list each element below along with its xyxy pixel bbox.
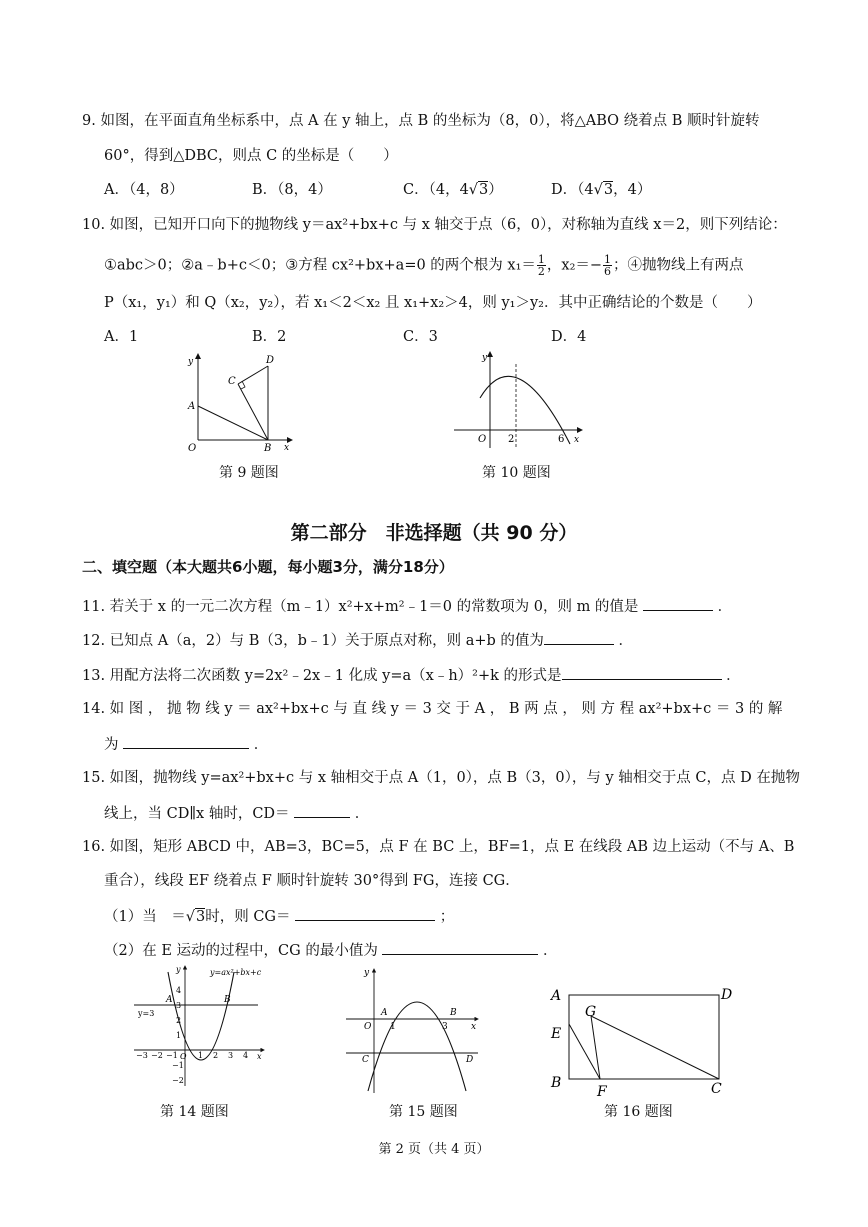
fig14-ytick-2: 2: [176, 1016, 182, 1025]
fig9-caption: 第 9 题图: [219, 465, 279, 481]
q9-option-a: A．（4，8）: [104, 182, 184, 198]
q16-sub1-answer-blank[interactable]: [295, 906, 435, 921]
fig9-o-label: O: [188, 443, 197, 454]
fig14-ytick-m2: −2: [172, 1076, 184, 1085]
fig15-tick-1: 1: [390, 1022, 396, 1032]
fig10-y-label: y: [482, 353, 488, 363]
q9-option-d: D．（4√3，4）: [551, 182, 652, 198]
fig14-xtick-m2: −2: [151, 1051, 163, 1060]
fig14-a-label: A: [166, 995, 173, 1005]
fig14-b-label: B: [224, 995, 231, 1005]
fig15-tick-3: 3: [442, 1022, 448, 1032]
fig16-g-label: G: [585, 1004, 597, 1020]
q9-line2: 60°，得到△DBC，则点 C 的坐标是（ ）: [104, 148, 398, 164]
q9-option-b: B．（8，4）: [252, 182, 332, 198]
q13-answer-blank[interactable]: [562, 665, 722, 680]
fig16-a-label: A: [551, 988, 562, 1004]
fig14-equation-label: y=ax²+bx+c: [210, 968, 262, 977]
fig10-x-label: x: [574, 435, 580, 445]
section2-title: 二、填空题（本大题共6小题，每小题3分，满分18分）: [82, 558, 454, 576]
fig14-ytick-4: 4: [176, 986, 182, 995]
fig15-b-label: B: [450, 1008, 457, 1018]
q11-answer-blank[interactable]: [643, 596, 713, 611]
fig9-x-label: x: [284, 443, 290, 453]
fig14-x-label: x: [257, 1052, 262, 1061]
q10-option-c: C．3: [403, 329, 438, 345]
fig15-y-label: y: [364, 968, 370, 978]
q10-line3: P（x₁，y₁）和 Q（x₂，y₂），若 x₁＜2＜x₂ 且 x₁+x₂＞4，则 y₁＞y₂．其中正确结论的个数是（ ）: [104, 295, 762, 311]
q10-option-d: D．4: [551, 329, 587, 345]
fig14-caption: 第 14 题图: [160, 1104, 229, 1120]
fig14-xtick-4: 4: [243, 1051, 249, 1060]
fig9-a-label: A: [188, 401, 196, 412]
fig10-tick-6: 6: [558, 434, 565, 445]
q12-line: 12. 已知点 A（a，2）与 B（3，b﹣1）关于原点对称，则 a+b 的值为 ．: [82, 630, 633, 651]
page-footer: 第 2 页（共 4 页）: [378, 1142, 490, 1157]
fig15-caption: 第 15 题图: [389, 1104, 458, 1120]
fig16-e-label: E: [551, 1026, 562, 1042]
fig14-y-label: y: [176, 965, 181, 974]
q10-line2: ①abc＞0；②a﹣b+c＜0；③方程 cx²+bx+a=0 的两个根为 x₁＝ $\frac{1}{2}$ ，x₂＝− $\frac{1}{6}$ ；④抛物线上有两点: [104, 253, 744, 278]
figure-9: [180, 350, 300, 456]
figure-14: [130, 962, 270, 1092]
fig10-tick-2: 2: [508, 434, 515, 445]
fig9-d-label: D: [266, 355, 275, 366]
fig15-a-label: A: [381, 1008, 388, 1018]
fig15-x-label: x: [471, 1022, 477, 1032]
fig16-c-label: C: [711, 1081, 722, 1097]
fig14-xtick-m1: −1: [166, 1051, 178, 1060]
q15-line2: 线上，当 CD∥x 轴时，CD＝ ．: [104, 803, 369, 824]
fig9-y-label: y: [188, 357, 194, 367]
q16-line2: 重合），线段 EF 绕着点 F 顺时针旋转 30°得到 FG，连接 CG．: [104, 873, 520, 889]
q13-line: 13. 用配方法将二次函数 y=2x²﹣2x﹣1 化成 y=a（x﹣h）²+k 的形式是 ．: [82, 665, 741, 686]
fig15-d-label: D: [466, 1055, 474, 1065]
fig16-f-label: F: [597, 1084, 607, 1100]
q15-answer-blank[interactable]: [294, 803, 350, 818]
fig14-o-label: O: [180, 1052, 187, 1061]
fig16-b-label: B: [551, 1075, 562, 1091]
fig14-ytick-m1: −1: [172, 1061, 184, 1070]
q10-option-b: B．2: [252, 329, 287, 345]
fig10-o-label: O: [478, 434, 487, 445]
q9-line1: 9. 如图，在平面直角坐标系中，点 A 在 y 轴上，点 B 的坐标为（8，0），将△ABO 绕着点 B 顺时针旋转: [82, 113, 760, 129]
q11-line: 11. 若关于 x 的一元二次方程（m﹣1）x²+x+m²﹣1＝0 的常数项为 0，则 m 的值是 ．: [82, 596, 732, 617]
fig15-o-label: O: [364, 1022, 372, 1032]
q16-sub2-answer-blank[interactable]: [382, 940, 538, 955]
figure-10: [450, 348, 590, 454]
q14-answer-blank[interactable]: [123, 734, 249, 749]
q10-line1: 10. 如图，已知开口向下的抛物线 y＝ax²+bx+c 与 x 轴交于点（6，0），对称轴为直线 x＝2，则下列结论：: [82, 217, 787, 233]
fig16-d-label: D: [721, 987, 733, 1003]
q10-option-a: A．1: [104, 329, 139, 345]
fig15-c-label: C: [362, 1055, 369, 1065]
fig9-b-label: B: [264, 443, 272, 454]
fig14-ytick-1: 1: [176, 1031, 182, 1040]
part2-title: 第二部分 非选择题（共 90 分）: [290, 522, 578, 544]
q14-line2: 为 ．: [104, 734, 268, 755]
q16-sub2: （2）在 E 运动的过程中，CG 的最小值为 ．: [104, 940, 558, 961]
q15-line1: 15. 如图，抛物线 y=ax²+bx+c 与 x 轴相交于点 A（1，0），点 B（3，0），与 y 轴相交于点 C，点 D 在抛物: [82, 770, 800, 786]
q12-answer-blank[interactable]: [544, 630, 614, 645]
q16-sub1: （1）当 ＝√3时，则 CG＝ ；: [104, 906, 454, 927]
fig10-caption: 第 10 题图: [482, 465, 551, 481]
fig16-caption: 第 16 题图: [604, 1104, 673, 1120]
q9-option-c: C．（4，4√3）: [403, 182, 503, 198]
fig14-xtick-2: 2: [213, 1051, 219, 1060]
figure-16: [545, 982, 745, 1100]
fig14-ytick-3: 3: [176, 1001, 182, 1010]
fig14-xtick-1: 1: [198, 1051, 204, 1060]
fig14-xtick-m3: −3: [136, 1051, 148, 1060]
q16-line1: 16. 如图，矩形 ABCD 中，AB=3，BC=5，点 F 在 BC 上，BF=1，点 E 在线段 AB 边上运动（不与 A、B: [82, 839, 795, 855]
q14-line1: 14. 如 图 ， 抛 物 线 y ＝ ax²+bx+c 与 直 线 y ＝ 3 交 于 A ， B 两 点 ， 则 方 程 ax²+bx+c ＝ 3 的 解: [82, 701, 783, 717]
fig14-xtick-3: 3: [228, 1051, 234, 1060]
fig9-c-label: C: [228, 376, 236, 387]
figure-15: [344, 965, 484, 1097]
fig14-line-label: y=3: [138, 1009, 155, 1018]
